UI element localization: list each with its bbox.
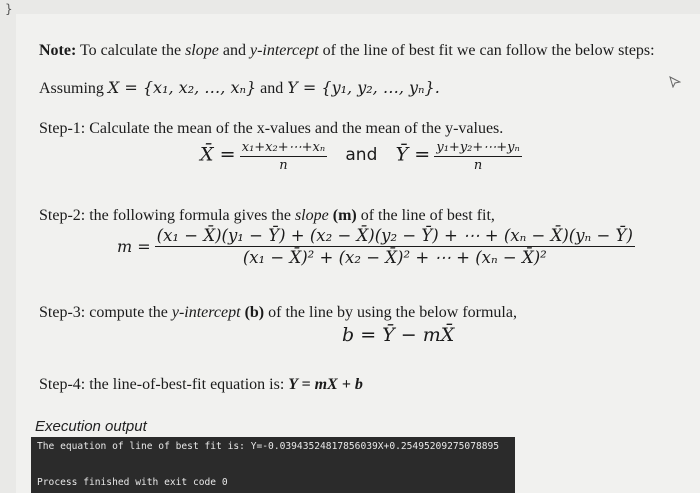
ybar-fraction: [434, 140, 521, 173]
slope-lhs: m =: [117, 237, 151, 256]
best-fit-equation: Y = mX + b: [288, 376, 363, 393]
xbar-denominator: n: [279, 158, 288, 173]
step3-text-part: Step-3: compute the: [39, 304, 172, 321]
note-line: [39, 42, 655, 60]
console-output: [31, 437, 515, 493]
xbar-numerator: x₁+x₂+⋯+xₙ: [241, 140, 326, 155]
step3-b: (b): [240, 304, 265, 321]
step4-text-part: Step-4: the line-of-best-fit equation is:: [39, 376, 289, 393]
execution-output-label: Execution output: [35, 418, 147, 435]
step2-text-part: of the line of best fit,: [356, 207, 495, 224]
slope-formula: [117, 226, 635, 267]
assuming-and: and: [256, 80, 288, 97]
step3-text: [39, 304, 517, 322]
note-text: To calculate the: [76, 42, 186, 59]
ybar-denominator: n: [473, 158, 483, 173]
xbar-lhs: X̄ =: [200, 143, 236, 166]
intercept-formula: b = Ȳ − mX̄: [342, 324, 455, 346]
step1-formulas: [200, 140, 522, 173]
console-line-exit: Process finished with exit code 0: [37, 477, 228, 488]
xbar-fraction: [240, 140, 327, 173]
slope-numerator: (x₁ − X̄)(y₁ − Ȳ) + (x₂ − X̄)(y₂ − Ȳ) + ⋯ + (xₙ − X̄)(yₙ − Ȳ): [156, 226, 633, 245]
step2-text: [39, 207, 495, 225]
console-line-result: The equation of line of best fit is: Y=-0.03943524817856039X+0.25495209275078895: [37, 441, 500, 452]
step2-text-part: Step-2: the following formula gives the: [39, 207, 295, 224]
assuming-text: Assuming: [39, 80, 108, 97]
cursor-icon: [669, 76, 681, 88]
ybar-numerator: y₁+y₂+⋯+yₙ: [436, 140, 520, 155]
step2-slope: slope: [294, 207, 329, 224]
note-slope: slope: [185, 42, 219, 59]
note-text: and: [218, 42, 250, 59]
step1-text: Step-1: Calculate the mean of the x-values and the mean of the y-values.: [39, 120, 504, 137]
note-text: of the line of best fit we can follow the below steps:: [318, 42, 655, 59]
note-yint: y-intercept: [249, 42, 319, 59]
slope-fraction: [155, 226, 635, 267]
slope-denominator: (x₁ − X̄)² + (x₂ − X̄)² + ⋯ + (xₙ − X̄)²: [242, 248, 547, 267]
set-y: Y = {y₁, y₂, …, yₙ}.: [287, 78, 440, 97]
ybar-lhs: Ȳ =: [395, 143, 431, 166]
assuming-line: [39, 78, 440, 98]
step2-m: (m): [328, 207, 357, 224]
step3-yint: y-intercept: [171, 304, 241, 321]
step4-text: [39, 376, 363, 394]
note-label: Note:: [39, 42, 77, 59]
step1-and: and: [345, 145, 378, 166]
step3-text-part: of the line by using the below formula,: [264, 304, 517, 321]
set-x: X = {x₁, x₂, …, xₙ}: [107, 78, 257, 97]
edge-brace: }: [5, 2, 13, 16]
